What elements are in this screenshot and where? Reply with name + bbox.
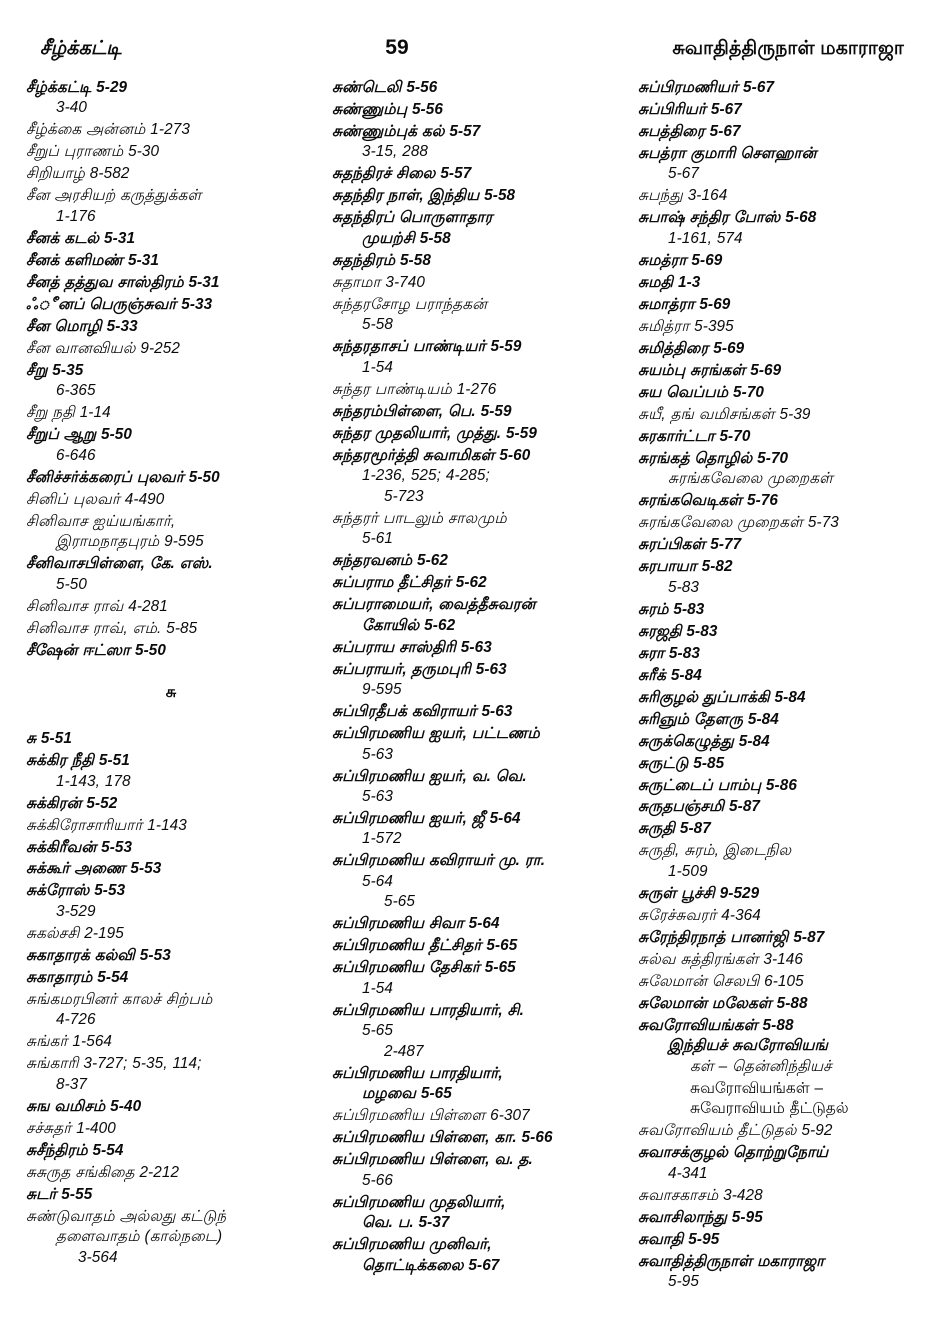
index-entry bbox=[26, 794, 316, 814]
index-column-3 bbox=[638, 78, 928, 1294]
index-entry bbox=[638, 644, 928, 664]
index-entry bbox=[638, 273, 928, 293]
index-entry bbox=[26, 186, 316, 227]
index-entry bbox=[638, 535, 928, 555]
index-entry bbox=[332, 208, 622, 249]
index-entry bbox=[26, 1207, 316, 1268]
index-entry bbox=[26, 729, 316, 749]
index-entry bbox=[332, 958, 622, 999]
index-entry-term: சுங வமிசம் 5-40 bbox=[26, 1097, 142, 1115]
index-entry bbox=[26, 1119, 316, 1139]
index-entry bbox=[26, 251, 316, 271]
index-entry-reference-3: சுவரோவியங்கள் – bbox=[690, 1079, 824, 1097]
index-entry bbox=[638, 841, 928, 882]
index-entry-term: சுப்பிரமணிய பாரதியார், சி. bbox=[332, 1001, 524, 1019]
index-entry bbox=[638, 427, 928, 447]
index-entry-term: சீனக் களிமண் 5-31 bbox=[26, 251, 159, 269]
index-entry bbox=[26, 403, 316, 423]
index-entry-term: சுரிஞும் தேளரு 5-84 bbox=[638, 710, 779, 728]
index-entry-term: சுண்டெலி 5-56 bbox=[332, 79, 438, 96]
index-entry bbox=[332, 1106, 622, 1126]
index-entry-term: சுப்பிரமணியர் 5-67 bbox=[638, 79, 775, 96]
index-entry bbox=[332, 660, 622, 701]
index-entry bbox=[638, 295, 928, 315]
index-entry-term: சுரங்கவேலை முறைகள் 5-73 bbox=[638, 514, 839, 532]
index-entry bbox=[332, 446, 622, 507]
index-entry-term: சுகாதாரக் கல்வி 5-53 bbox=[26, 946, 171, 964]
index-entry-term: சுவாதி 5-95 bbox=[638, 1230, 720, 1248]
index-entry-reference: 1-236, 525; 4-285; bbox=[362, 467, 490, 485]
index-entry-term: சுரம் 5-83 bbox=[638, 600, 705, 618]
index-entry bbox=[638, 1079, 928, 1120]
index-entry bbox=[332, 164, 622, 184]
index-entry bbox=[26, 968, 316, 988]
index-entry-term: சுதந்திரம் 5-58 bbox=[332, 251, 431, 269]
index-entry bbox=[638, 994, 928, 1014]
index-entry bbox=[638, 1186, 928, 1206]
index-entry-reference: 3-15, 288 bbox=[362, 143, 429, 161]
index-entry bbox=[332, 424, 622, 444]
index-entry-term: சுக்கிரன் 5-52 bbox=[26, 794, 118, 812]
index-entry-term: சுருக்கெழுத்து 5-84 bbox=[638, 732, 770, 750]
index-entry bbox=[638, 688, 928, 708]
index-entry bbox=[332, 380, 622, 400]
index-entry-term: சுகல்சசி 2-195 bbox=[26, 924, 124, 942]
header-left-title: சீழ்க்கட்டி bbox=[40, 38, 122, 59]
index-entry-reference: 8-37 bbox=[56, 1075, 88, 1093]
index-entry bbox=[26, 859, 316, 879]
index-entry-term: சுந்தர பாண்டியம் 1-276 bbox=[332, 380, 497, 398]
index-entry-reference: 5-83 bbox=[668, 578, 700, 596]
index-entry-term: சுமதி 1-3 bbox=[638, 273, 701, 291]
index-entry-term: சுப்பிரமணிய தேசிகர் 5-65 bbox=[332, 959, 516, 977]
index-entry-reference-2: 5-65 bbox=[384, 893, 416, 911]
index-entry bbox=[638, 666, 928, 686]
header-right-title: சுவாதித்திருநாள் மகாராஜா bbox=[672, 38, 904, 59]
index-entry-term: சுப்பிரமணிய பிள்ளை, கா. 5-66 bbox=[332, 1129, 553, 1147]
index-entry bbox=[26, 78, 316, 119]
index-entry bbox=[26, 361, 316, 402]
index-entry-term: சுக்ரோஸ் 5-53 bbox=[26, 882, 126, 900]
index-entry-term: சுமாத்ரா 5-69 bbox=[638, 295, 731, 313]
index-entry-term: சுருதி, சுரம், இடைநில bbox=[638, 842, 792, 860]
index-entry bbox=[332, 402, 622, 422]
index-entry-term: சுமத்ரா 5-69 bbox=[638, 251, 723, 269]
index-entry bbox=[638, 78, 928, 98]
index-entry bbox=[638, 1208, 928, 1228]
index-entry bbox=[332, 851, 622, 912]
index-entry bbox=[26, 425, 316, 466]
index-entry-term: சீனக் கடல் 5-31 bbox=[26, 229, 136, 247]
index-entry-term: சீறுப் ஆறு 5-50 bbox=[26, 426, 132, 444]
index-entry bbox=[638, 491, 928, 511]
index-entry-term: சுரா 5-83 bbox=[638, 644, 700, 662]
index-entry-continuation: வெ. ப. 5-37 bbox=[362, 1214, 450, 1232]
index-entry-reference: 6-646 bbox=[56, 446, 96, 464]
index-entry bbox=[638, 710, 928, 730]
index-entry-term: சுப்பிரமணிய ஐயர், பட்டணம் bbox=[332, 725, 540, 743]
index-entry-continuation: மழவை 5-65 bbox=[362, 1085, 452, 1103]
index-entry-term: சுங்காரி 3-727; 5-35, 114; bbox=[26, 1055, 202, 1073]
index-entry-term: சுகாதாரம் 5-54 bbox=[26, 968, 129, 986]
index-entry bbox=[332, 1001, 622, 1062]
index-entry bbox=[638, 208, 928, 249]
index-entry-reference: 5-64 bbox=[362, 872, 394, 890]
index-entry-term: ஃீனப் பெருஞ்சுவர் 5-33 bbox=[26, 295, 213, 313]
index-entry-term: சுசீந்திரம் 5-54 bbox=[26, 1141, 124, 1159]
index-entry bbox=[332, 1064, 622, 1105]
index-entry-term: சுரங்கவெடிகள் 5-76 bbox=[638, 492, 779, 510]
index-entry bbox=[638, 186, 928, 206]
index-column-2 bbox=[332, 78, 622, 1278]
index-entry-reference-2: 5-723 bbox=[384, 487, 424, 505]
index-entry bbox=[638, 405, 928, 425]
index-entry-term: சுரபாயா 5-82 bbox=[638, 558, 733, 576]
index-entry bbox=[638, 622, 928, 642]
index-entry bbox=[26, 946, 316, 966]
index-entry-term: சுக்கிரோசாரியார் 1-143 bbox=[26, 816, 187, 834]
index-entry bbox=[332, 251, 622, 271]
index-entry-reference: தளைவாதம் (கால்நடை) bbox=[56, 1228, 223, 1246]
index-entry bbox=[26, 164, 316, 184]
index-entry bbox=[332, 724, 622, 765]
index-entry bbox=[26, 273, 316, 293]
index-entry-term: சுண்ணும்புக் கல் 5-57 bbox=[332, 122, 481, 140]
index-entry-reference-4: சுவேராவியம் தீட்டுதல் bbox=[690, 1100, 849, 1118]
index-entry-term: சினிவாச ராவ், எம். 5-85 bbox=[26, 619, 198, 637]
index-entry-reference: 5-65 bbox=[362, 1022, 394, 1040]
index-entry bbox=[638, 1143, 928, 1184]
index-entry-reference: 1-161, 574 bbox=[668, 229, 743, 247]
index-entry-term: சுப்பிரமணிய பிள்ளை, வ. த. bbox=[332, 1151, 533, 1169]
index-entry-reference: 5-63 bbox=[362, 787, 394, 805]
index-entry-reference: 1-176 bbox=[56, 207, 96, 225]
index-entry bbox=[638, 1252, 928, 1293]
index-entry-reference-2: கள் – தென்னிந்தியச் bbox=[690, 1057, 832, 1075]
index-entry-reference: 4-726 bbox=[56, 1011, 96, 1029]
index-entry-term: சுபத்திரை 5-67 bbox=[638, 122, 741, 140]
index-entry-reference: 1-143, 178 bbox=[56, 772, 131, 790]
index-entry bbox=[332, 914, 622, 934]
index-entry bbox=[26, 295, 316, 315]
index-entry bbox=[26, 554, 316, 595]
index-entry-term: சுப்பிரதீபக் கவிராயர் 5-63 bbox=[332, 703, 513, 721]
index-entry-term: சுதந்திரச் சிலை 5-57 bbox=[332, 165, 472, 183]
index-entry-term: சுசுருத சங்கிதை 2-212 bbox=[26, 1163, 180, 1181]
index-entry-term: சுருள் பூச்சி 9-529 bbox=[638, 884, 760, 902]
index-entry bbox=[26, 229, 316, 249]
index-entry-term: சுமித்திரை 5-69 bbox=[638, 339, 745, 357]
index-entry bbox=[638, 383, 928, 403]
index-entry bbox=[332, 122, 622, 163]
index-entry bbox=[26, 1097, 316, 1117]
index-entry-term: சுக்கூர் அணை 5-53 bbox=[26, 860, 162, 878]
index-entry-reference: 5-61 bbox=[362, 530, 394, 548]
index-entry-term: சுலேமான் செலபி 6-105 bbox=[638, 972, 804, 990]
index-entry-reference-2: 2-487 bbox=[384, 1042, 424, 1060]
index-entry bbox=[332, 809, 622, 850]
index-entry-term: சீறு 5-35 bbox=[26, 361, 84, 379]
index-entry-continuation: கோயில் 5-62 bbox=[362, 616, 456, 634]
index-entry bbox=[638, 513, 928, 533]
index-entry-term: சுரப்பிகள் 5-77 bbox=[638, 536, 742, 554]
index-entry bbox=[638, 1121, 928, 1141]
index-entry-term: சுப்பராய சாஸ்திரி 5-63 bbox=[332, 638, 492, 656]
index-entry bbox=[638, 928, 928, 948]
index-entry bbox=[332, 595, 622, 636]
index-entry-term: சுருட்டைப் பாம்பு 5-86 bbox=[638, 776, 797, 794]
index-entry bbox=[26, 924, 316, 944]
index-entry-term: சீன அரசியற் கருத்துக்கள் bbox=[26, 187, 202, 205]
index-entry-reference: 5-95 bbox=[668, 1273, 700, 1291]
index-entry bbox=[332, 702, 622, 722]
index-entry bbox=[638, 449, 928, 490]
index-entry-term: சீஷேன் ஈட்ஸா 5-50 bbox=[26, 641, 166, 659]
index-entry-reference: 1-572 bbox=[362, 830, 402, 848]
index-entry-term: சீனிவாசபிள்ளை, கே. எஸ். bbox=[26, 555, 213, 573]
index-entry bbox=[638, 144, 928, 185]
index-entry-reference: 4-341 bbox=[668, 1164, 708, 1182]
index-entry-term: சுங்கமரபினர் காலச் சிற்பம் bbox=[26, 990, 213, 1008]
index-entry-term: சுமித்ரா 5-395 bbox=[638, 317, 734, 335]
index-entry bbox=[638, 906, 928, 926]
index-entry-term: சுங்கர் 1-564 bbox=[26, 1033, 113, 1051]
index-entry-term: சீனத் தத்துவ சாஸ்திரம் 5-31 bbox=[26, 273, 220, 291]
index-entry bbox=[332, 551, 622, 571]
index-entry bbox=[638, 100, 928, 120]
index-entry-reference-2: 3-564 bbox=[78, 1248, 118, 1266]
index-entry-reference: இராமநாதபுரம் 9-595 bbox=[56, 533, 204, 551]
index-entry bbox=[332, 1128, 622, 1148]
index-entry bbox=[638, 317, 928, 337]
index-entry bbox=[26, 641, 316, 661]
index-entry-term: சுப்பிரமணிய தீட்சிதர் 5-65 bbox=[332, 937, 518, 955]
page-header bbox=[26, 36, 914, 62]
index-entry-term: சுவாசக்குழல் தொற்றுநோய் bbox=[638, 1144, 829, 1162]
index-entry bbox=[638, 361, 928, 381]
index-entry-term: சீறு நதி 1-14 bbox=[26, 404, 111, 422]
index-entry-term: சுப்பிரமணிய சிவா 5-64 bbox=[332, 915, 500, 933]
index-entry bbox=[638, 600, 928, 620]
index-entry-reference: 1-54 bbox=[362, 979, 394, 997]
index-entry bbox=[26, 1032, 316, 1052]
index-entry bbox=[332, 78, 622, 98]
index-entry-reference: சுரங்கவேலை முறைகள் bbox=[668, 470, 834, 488]
index-entry-term: சுவாதித்திருநாள் மகாராஜா bbox=[638, 1252, 825, 1270]
index-entry-term: சுல்வ சுத்திரங்கள் 3-146 bbox=[638, 950, 804, 968]
index-entry-term: சுப்பராம தீட்சிதர் 5-62 bbox=[332, 574, 487, 592]
index-entry bbox=[26, 1163, 316, 1183]
index-entry-term: சுப்பிரமணிய முதலியார், bbox=[332, 1193, 506, 1211]
index-entry-term: சுக்கிர நீதி 5-51 bbox=[26, 752, 130, 770]
index-entry bbox=[638, 819, 928, 839]
index-entry bbox=[26, 816, 316, 836]
page-number: 59 bbox=[385, 36, 409, 59]
index-column-1 bbox=[26, 78, 316, 1270]
index-entry-term: சுதந்திர நாள், இந்திய 5-58 bbox=[332, 187, 516, 205]
index-entry bbox=[332, 100, 622, 120]
index-entry-term: சுயீ, தங் வமிசங்கள் 5-39 bbox=[638, 405, 811, 423]
index-entry bbox=[26, 512, 316, 553]
index-entry-term: சுரகார்ட்டா 5-70 bbox=[638, 427, 751, 445]
index-entry-term: சுவாசிலாந்து 5-95 bbox=[638, 1208, 763, 1226]
index-entry-term: சுபாஷ் சந்திர போஸ் 5-68 bbox=[638, 209, 817, 227]
index-entry bbox=[638, 972, 928, 992]
index-entry bbox=[638, 884, 928, 904]
index-entry bbox=[26, 142, 316, 162]
index-entry-reference: 5-58 bbox=[362, 316, 394, 334]
index-entry-reference: 5-67 bbox=[668, 165, 700, 183]
index-columns bbox=[26, 78, 914, 1294]
index-entry bbox=[332, 638, 622, 658]
index-entry-term: சுப்பராயர், தருமபுரி 5-63 bbox=[332, 660, 507, 678]
index-entry bbox=[26, 990, 316, 1031]
index-entry-term: சீறுப் புராணம் 5-30 bbox=[26, 143, 160, 161]
index-entry-term: சுய வெப்பம் 5-70 bbox=[638, 383, 765, 401]
index-entry-term: சுந்தரதாசப் பாண்டியர் 5-59 bbox=[332, 338, 522, 356]
index-entry-reference: 9-595 bbox=[362, 681, 402, 699]
index-entry-term: சுவரோவியங்கள் 5-88 bbox=[638, 1016, 794, 1034]
index-entry-reference: 5-66 bbox=[362, 1171, 394, 1189]
index-entry-term: சுந்தரம்பிள்ளை, பெ. 5-59 bbox=[332, 402, 512, 420]
index-entry bbox=[638, 1016, 928, 1077]
index-entry bbox=[332, 573, 622, 593]
index-entry-term: சுரீக் 5-84 bbox=[638, 666, 702, 684]
index-entry-term: சுதந்திரப் பொருளாதார bbox=[332, 209, 493, 227]
index-entry-term: சுயம்பு சுரங்கள் 5-69 bbox=[638, 361, 782, 379]
index-entry-term: சுவரோவியம் தீட்டுதல் 5-92 bbox=[638, 1122, 833, 1140]
index-entry-term: சுரிகுழல் துப்பாக்கி 5-84 bbox=[638, 688, 806, 706]
index-entry-term: சுண்ணும்பு 5-56 bbox=[332, 100, 443, 118]
index-entry-term: சுவாசகாசம் 3-428 bbox=[638, 1186, 763, 1204]
index-entry bbox=[332, 1235, 622, 1276]
index-entry-term: சுந்தரமூர்த்தி சுவாமிகள் 5-60 bbox=[332, 446, 531, 464]
index-entry-term: சீன மொழி 5-33 bbox=[26, 317, 138, 335]
index-entry bbox=[332, 509, 622, 550]
index-entry-term: சுருதி 5-87 bbox=[638, 820, 711, 838]
index-entry-term: சுந்தர முதலியார், முத்து. 5-59 bbox=[332, 424, 537, 442]
index-entry-term: சீன வானவியல் 9-252 bbox=[26, 339, 181, 357]
index-entry-term: சுருட்டு 5-85 bbox=[638, 754, 725, 772]
index-entry bbox=[332, 1193, 622, 1234]
index-entry-term: சச்சுதர் 1-400 bbox=[26, 1119, 116, 1137]
index-entry bbox=[332, 767, 622, 808]
index-entry-term: சீழ்க்கட்டி 5-29 bbox=[26, 79, 128, 96]
index-entry bbox=[26, 619, 316, 639]
index-entry-term: சினிவாச ஐய்யங்கார், bbox=[26, 512, 176, 530]
index-entry-term: சுண்டுவாதம் அல்லது கட்டுந் bbox=[26, 1207, 227, 1225]
index-entry bbox=[332, 1150, 622, 1191]
index-entry-continuation: இந்தியச் சுவரோவியங் bbox=[668, 1037, 829, 1055]
index-entry bbox=[26, 339, 316, 359]
index-entry-reference: 1-54 bbox=[362, 358, 394, 376]
index-entry-reference: 3-529 bbox=[56, 902, 96, 920]
index-entry-term: சுரங்கத் தொழில் 5-70 bbox=[638, 449, 789, 467]
index-entry-term: சுப்பராமையர், வைத்தீசுவரன் bbox=[332, 596, 536, 614]
index-entry-reference: 6-365 bbox=[56, 382, 96, 400]
index-entry-term: சீனிச்சர்க்கரைப் புலவர் 5-50 bbox=[26, 468, 220, 486]
index-entry-term: சுந்தரவனம் 5-62 bbox=[332, 552, 449, 570]
index-entry-term: சுடர் 5-55 bbox=[26, 1185, 93, 1203]
index-entry-term: சுரேந்திரநாத் பானர்ஜி 5-87 bbox=[638, 928, 825, 946]
index-entry bbox=[26, 317, 316, 337]
index-entry bbox=[26, 1185, 316, 1205]
index-entry bbox=[26, 751, 316, 792]
index-entry-reference: 5-63 bbox=[362, 745, 394, 763]
index-entry-term: சுப்பிரமணிய பிள்ளை 6-307 bbox=[332, 1107, 530, 1125]
index-entry bbox=[332, 186, 622, 206]
index-entry bbox=[332, 295, 622, 336]
index-entry-term: சு 5-51 bbox=[26, 730, 72, 748]
index-entry-term: சுரஜதி 5-83 bbox=[638, 622, 718, 640]
index-entry bbox=[26, 468, 316, 488]
index-entry bbox=[638, 776, 928, 796]
index-entry bbox=[638, 557, 928, 598]
index-entry-continuation: முயற்சி 5-58 bbox=[362, 229, 451, 247]
index-entry bbox=[26, 597, 316, 617]
index-entry bbox=[638, 754, 928, 774]
index-entry-term: சினிவாச ராவ் 4-281 bbox=[26, 597, 168, 615]
index-entry-term: சுருதபஞ்சமி 5-87 bbox=[638, 798, 761, 816]
index-entry-term: சுப்பிரியர் 5-67 bbox=[638, 100, 742, 118]
index-entry-term: சுதாமா 3-740 bbox=[332, 273, 426, 291]
index-entry bbox=[638, 122, 928, 142]
index-entry-term: சுலேமான் மலேகள் 5-88 bbox=[638, 994, 808, 1012]
index-entry-term: சுப்பிரமணிய பாரதியார், bbox=[332, 1064, 503, 1082]
index-entry bbox=[26, 881, 316, 922]
index-entry-term: சுப்பிரமணிய முனிவர், bbox=[332, 1236, 492, 1254]
index-entry bbox=[638, 1230, 928, 1250]
index-entry-reference: 5-50 bbox=[56, 575, 88, 593]
index-entry bbox=[26, 120, 316, 140]
index-entry bbox=[638, 950, 928, 970]
index-entry-term: சுப்பிரமணிய ஐயர், ஜீ 5-64 bbox=[332, 809, 521, 827]
index-entry-term: சுப்பிரமணிய கவிராயர் மு. ரா. bbox=[332, 852, 546, 870]
index-entry bbox=[26, 838, 316, 858]
index-entry-term: சுபந்து 3-164 bbox=[638, 187, 728, 205]
index-entry bbox=[26, 490, 316, 510]
index-entry bbox=[332, 936, 622, 956]
section-letter-heading: சு bbox=[165, 684, 177, 702]
index-entry-term: சுப்பிரமணிய ஐயர், வ. வெ. bbox=[332, 767, 527, 785]
index-entry-reference: 1-509 bbox=[668, 862, 708, 880]
index-entry bbox=[638, 797, 928, 817]
index-entry-term: சினிப் புலவர் 4-490 bbox=[26, 490, 165, 508]
index-entry bbox=[26, 1054, 316, 1095]
index-entry-term: சுந்தரர் பாடலும் சாலமும் bbox=[332, 509, 507, 527]
index-entry bbox=[638, 251, 928, 271]
index-entry-term: சுபத்ரா குமாரி செளஹான் bbox=[638, 144, 817, 162]
index-entry-term: சிறியாழ் 8-582 bbox=[26, 165, 130, 183]
index-entry bbox=[638, 339, 928, 359]
index-entry-continuation: தொட்டிக்கலை 5-67 bbox=[362, 1256, 500, 1274]
index-entry-term: சுக்கிரீவன் 5-53 bbox=[26, 838, 133, 856]
index-entry bbox=[638, 732, 928, 752]
index-entry-reference: 3-40 bbox=[56, 99, 88, 117]
index-entry bbox=[332, 273, 622, 293]
index-entry-term: சுந்தரசோழ பராந்தகன் bbox=[332, 295, 488, 313]
index-entry bbox=[332, 337, 622, 378]
index-entry-term: சீழ்க்கை அன்னம் 1-273 bbox=[26, 121, 190, 139]
index-entry-term: சுரேச்சுவரர் 4-364 bbox=[638, 906, 761, 924]
index-entry bbox=[26, 1141, 316, 1161]
